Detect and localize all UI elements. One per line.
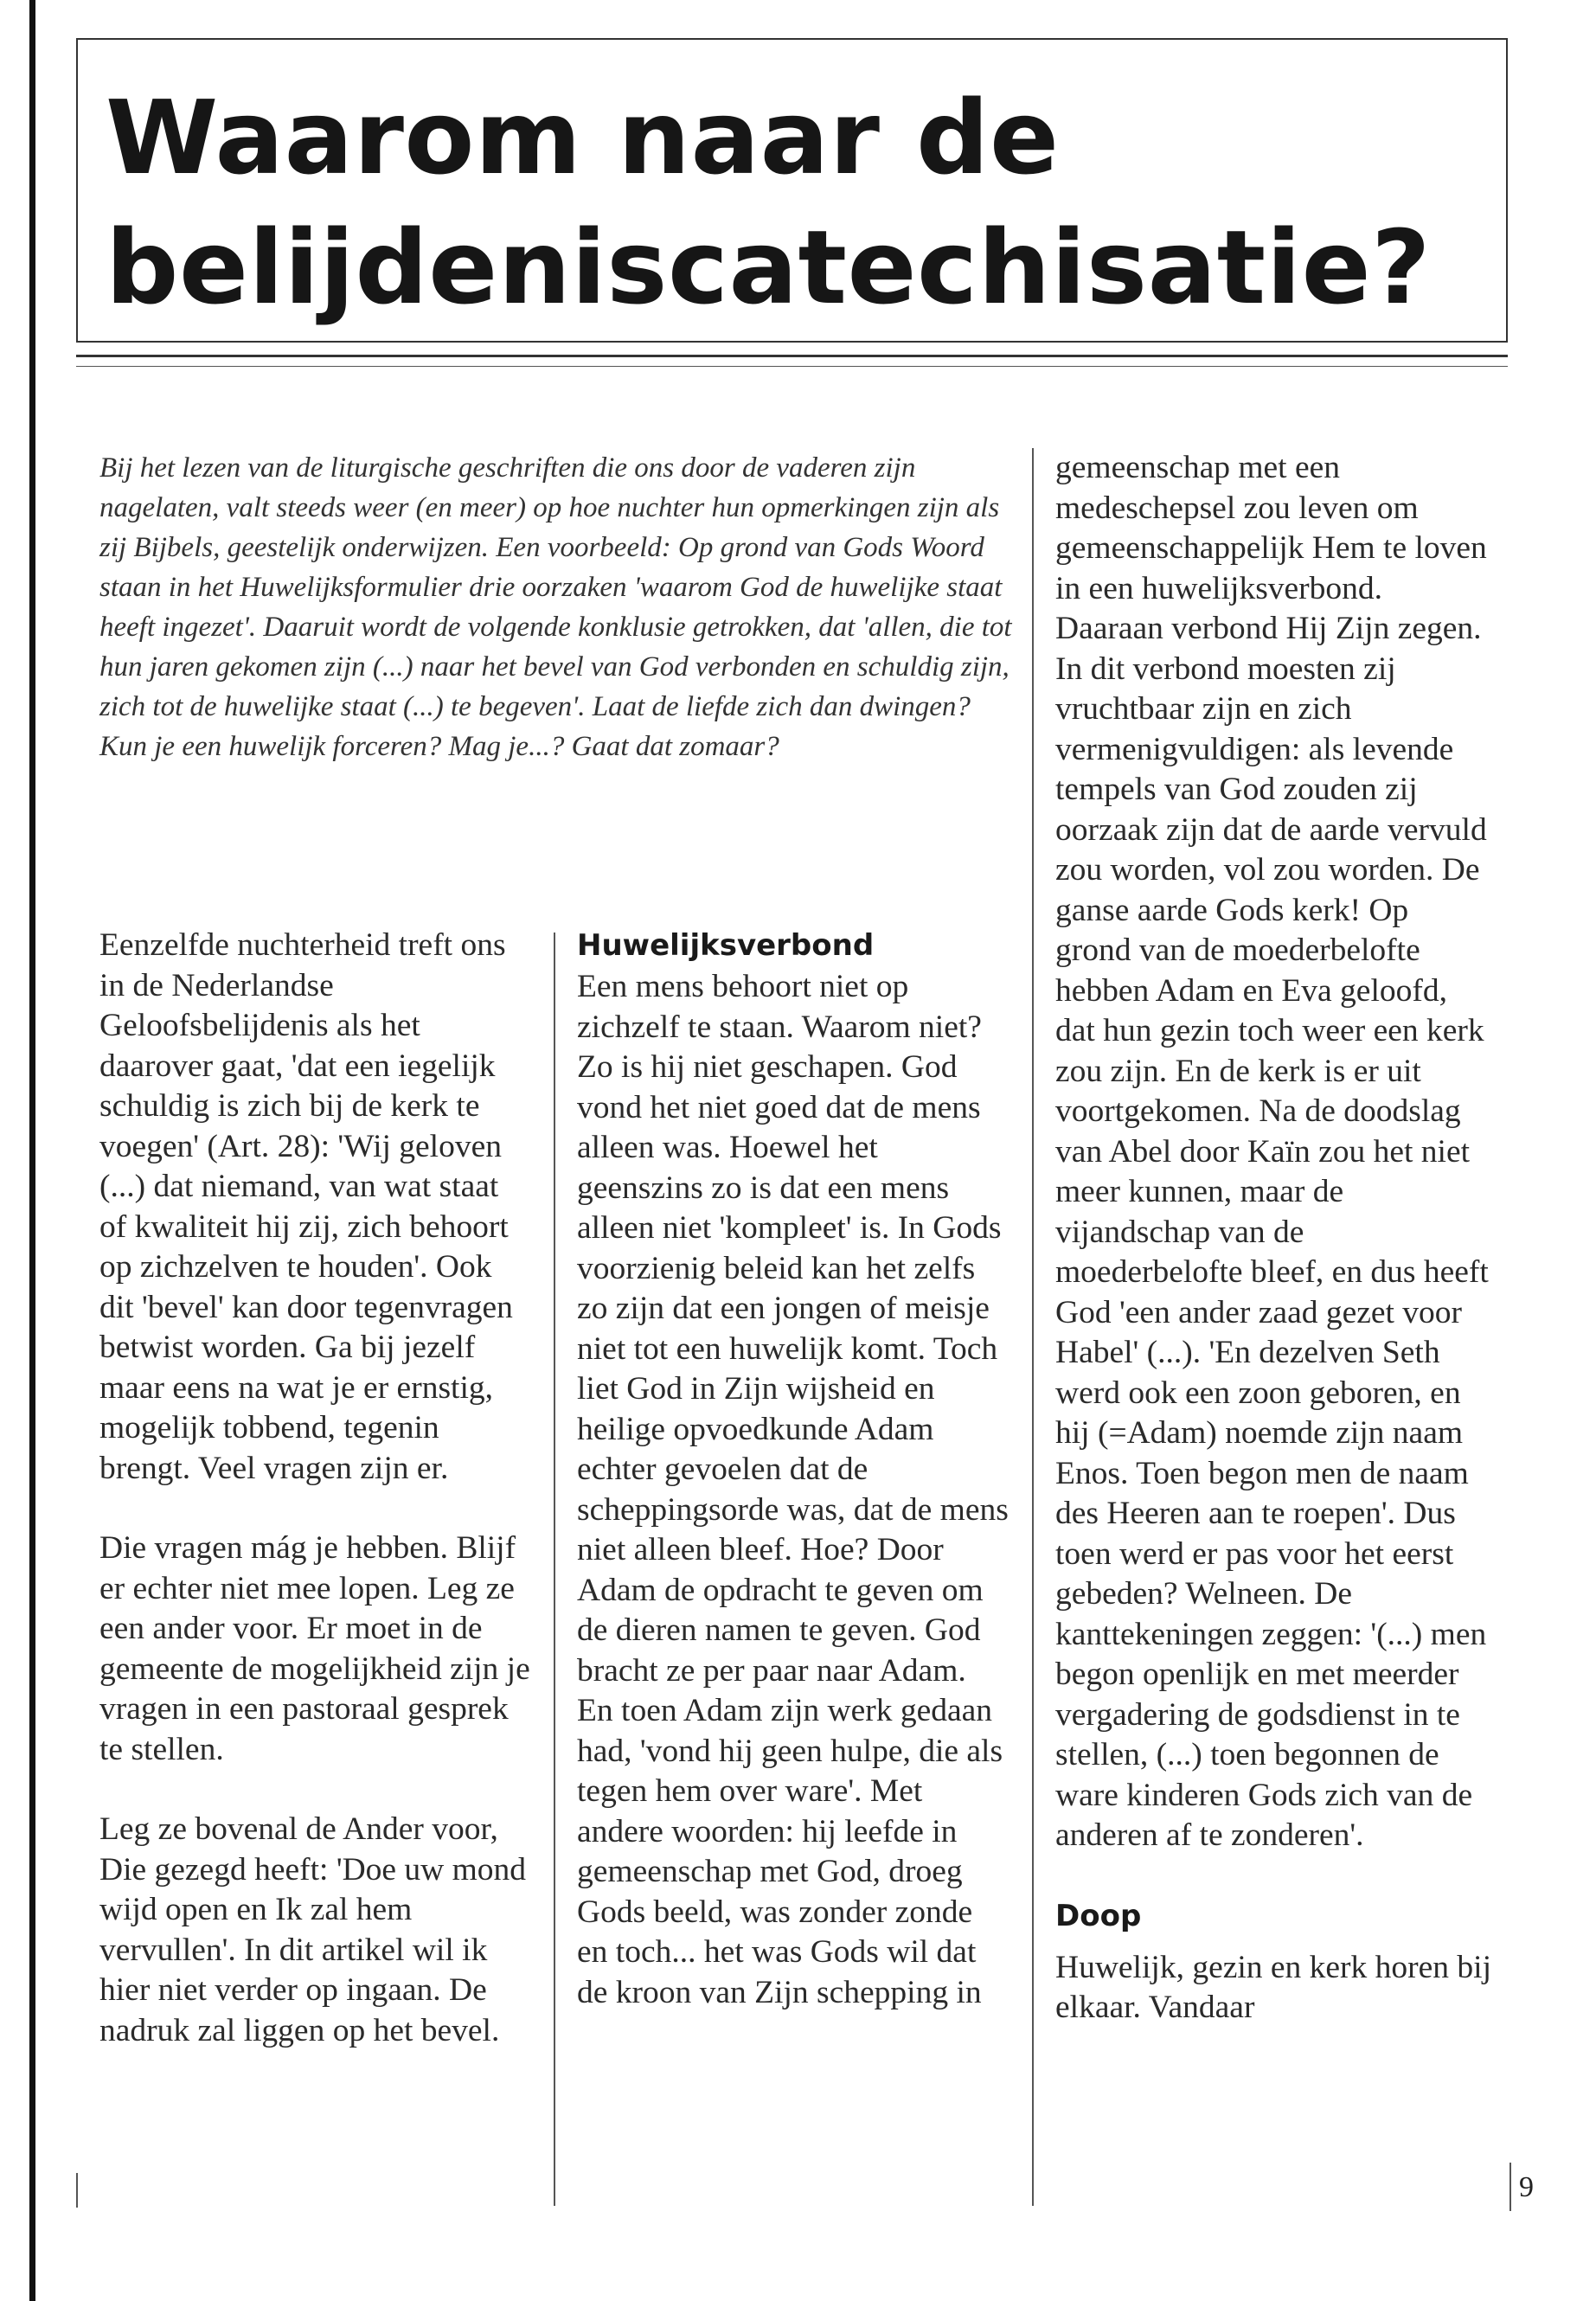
page-edge-bar	[29, 0, 35, 2301]
intro-paragraph: Bij het lezen van de liturgische geschriften die ons door de vaderen zijn nagelaten, valt steeds weer (en meer) op hoe nuchter hun opmerkingen zijn als zij Bijbels, geestelijk onderwijzen. Een voorbeeld: Op grond van Gods Woord staan in het Huwelijksformulier drie oorzaken 'waarom God de huwelijke staat heeft ingezet'. Daaruit wordt de volgende konklusie getrokken, dat 'allen, die tot hun jaren gekomen zijn (...) naar het bevel van God verbonden en schuldig zijn, zich tot de huwelijke staat (...) te begeven'. Laat de liefde zich dan dwingen? Kun je een huwelijk forceren? Mag je...? Gaat dat zomaar?	[99, 452, 1012, 762]
col3-paragraph-2: Huwelijk, gezin en kerk horen bij elkaar. Vandaar	[1055, 1949, 1492, 2025]
page-number-divider	[1509, 2163, 1511, 2211]
col1-paragraph-1: Eenzelfde nuchterheid treft ons in de Nederlandse Geloofsbelijdenis als het daarover gaat, 'dat een iegelijk schuldig is zich bij de kerk te voegen' (Art. 28): 'Wij geloven (...) dat niemand, van wat staat of kwaliteit hij zij, zich behoort op zichzelven te houden'. Ook dit 'bevel' kan door tegenvragen betwist worden. Ga bij jezelf maar eens na wat je er ernstig, mogelijk tobbend, tegenin brengt. Veel vragen zijn er.	[99, 927, 513, 1486]
column-1	[99, 926, 532, 2091]
page-number: 9	[1519, 2171, 1534, 2203]
col1-paragraph-3: Leg ze bovenal de Ander voor, Die gezegd heeft: 'Doe uw mond wijd open en Ik zal hem vervullen'. In dit artikel wil ik hier niet verder op ingaan. De nadruk zal liggen op het bevel.	[99, 1811, 527, 2048]
left-margin-tick	[76, 2173, 78, 2208]
col2-paragraph-1: Een mens behoort niet op zichzelf te staan. Waarom niet? Zo is hij niet geschapen. God vond het niet goed dat de mens alleen was. Hoewel het geenszins zo is dat een mens alleen niet 'kompleet' is. In Gods voorzienig beleid kan het zelfs zo zijn dat een jongen of meisje niet tot een huwelijk komt. Toch liet God in Zijn wijsheid en heilige opvoedkunde Adam echter gevoelen dat de scheppingsorde was, dat de mens niet alleen bleef. Hoe? Door Adam de opdracht te geven om de dieren namen te geven. God bracht ze per paar naar Adam.	[577, 969, 1009, 1689]
title-rule	[76, 355, 1508, 367]
column-divider-2	[1032, 448, 1034, 2206]
column-3	[1055, 448, 1492, 2029]
title-box	[76, 38, 1508, 343]
page-title: Waarom naar de belijdeniscatechisatie?	[106, 78, 1432, 327]
column-2	[577, 967, 1010, 2013]
heading-huwelijksverbond: Huwelijksverbond	[577, 928, 875, 963]
col2-paragraph-2: En toen Adam zijn werk gedaan had, 'vond hij geen hulpe, die als tegen hem over ware'. Met andere woorden: hij leefde in gemeenschap met God, droeg Gods beeld, was zonder zonde en toch... het was Gods wil dat de kroon van Zijn schepping in	[577, 1693, 1003, 2010]
col3-paragraph-1: gemeenschap met een medeschepsel zou leven om gemeenschappelijk Hem te loven in een huwelijksverbond. Daaraan verbond Hij Zijn zegen. In dit verbond moesten zij vruchtbaar zijn en zich vermenigvuldigen: als levende tempels van God zouden zij oorzaak zijn dat de aarde vervuld zou worden, vol zou worden. De ganse aarde Gods kerk! Op grond van de moederbelofte hebben Adam en Eva geloofd, dat hun gezin toch weer een kerk zou zijn. En de kerk is er uit voortgekomen. Na de doodslag van Abel door Kaïn zou het niet meer kunnen, maar de vijandschap van de moederbelofte bleef, en dus heeft God 'een ander zaad gezet voor Habel' (...). 'En dezelven Seth werd ook een zoon geboren, en hij (=Adam) noemde zijn naam Enos. Toen begon men de naam des Heeren aan te roepen'. Dus toen werd er pas voor het eerst gebeden? Welneen. De kanttekeningen zeggen: '(...) men begon openlijk en met meerder vergadering de godsdienst in te stellen, (...) toen begonnen de ware kinderen Gods zich van de anderen af te zonderen'.	[1055, 450, 1489, 1853]
column-divider-1	[554, 933, 555, 2206]
col1-paragraph-2: Die vragen mág je hebben. Blijf er echter niet mee lopen. Leg ze een ander voor. Er moet in de gemeente de mogelijkheid zijn je vragen in een pastoraal gesprek te stellen.	[99, 1530, 530, 1767]
heading-doop: Doop	[1055, 1898, 1142, 1933]
